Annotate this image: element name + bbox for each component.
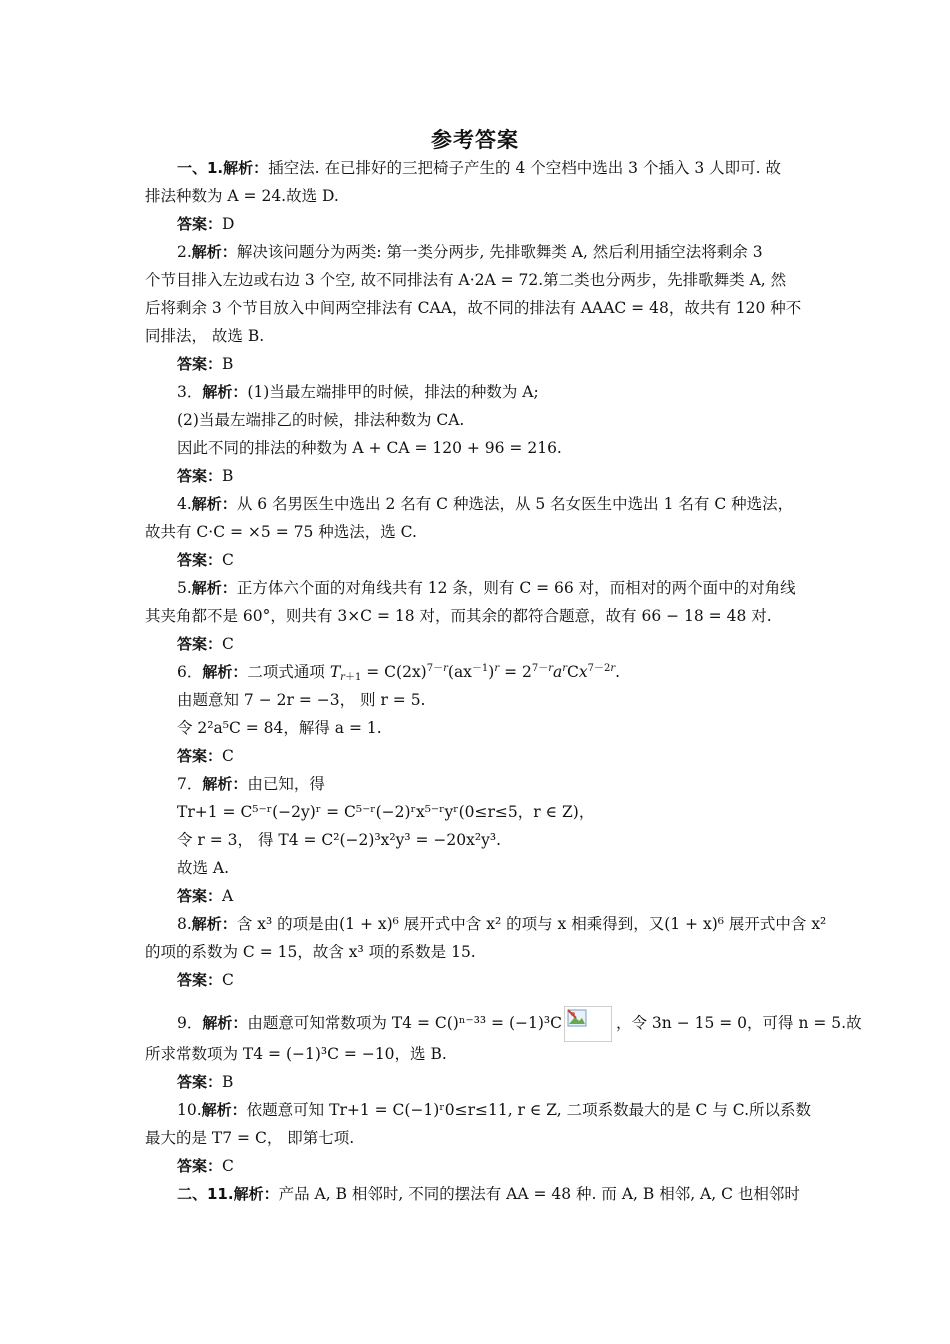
answer-label: 答案：	[177, 971, 223, 989]
analysis-label: 解析：	[191, 915, 237, 933]
q8-line-2: 的项的系数为 C = 15，故含 x³ 项的系数是 15.	[145, 943, 476, 961]
analysis-label: 解析：	[191, 243, 237, 261]
q7-number: 7．	[177, 775, 203, 793]
q8-answer-value: C	[222, 971, 234, 989]
q10-answer-value: C	[222, 1157, 234, 1175]
answer-label: 答案：	[177, 551, 223, 569]
q1-number: 一、1.	[177, 159, 224, 177]
q3-text: (1)当最左端排甲的时候，排法的种数为 A;	[247, 383, 539, 401]
q6-line-2: 由题意知 7 − 2r = −3， 则 r = 5.	[177, 691, 426, 709]
q5-answer	[177, 634, 234, 654]
q6-text-e: = 2	[499, 663, 532, 681]
q8-line-1	[177, 914, 826, 934]
q6-answer	[177, 746, 234, 766]
q7-line-2: Tr+1 = C⁵⁻ʳ(−2y)ʳ = C⁵⁻ʳ(−2)ʳx⁵⁻ʳyʳ(0≤r≤5，r ∈ Z)，	[177, 803, 595, 821]
q2-line-2: 个节目排入左边或右边 3 个空, 故不同排法有 A·2A = 72.第二类也分两步，先排歌舞类 A, 然	[145, 271, 787, 289]
q10-number: 10.	[177, 1101, 202, 1119]
q11-line-1	[177, 1184, 800, 1204]
q6-text-f: C	[567, 663, 579, 681]
analysis-label: 解析：	[223, 159, 269, 177]
q5-answer-value: C	[222, 635, 234, 653]
q3-number: 3．	[177, 383, 203, 401]
q6-line-3: 令 2²a⁵C = 84，解得 a = 1.	[177, 719, 382, 737]
answer-label: 答案：	[177, 215, 223, 233]
q9-number: 9．	[177, 1014, 203, 1032]
q1-answer-value: D	[222, 215, 235, 233]
analysis-label: 解析：	[191, 579, 237, 597]
q4-line-1	[177, 494, 793, 514]
q6-text-d: )	[488, 663, 495, 681]
q7-line-1	[177, 774, 325, 794]
q8-text: 含 x³ 的项是由(1 + x)⁶ 展开式中含 x² 的项与 x 相乘得到，又(1 + x)⁶ 展开式中含 x²	[236, 915, 827, 933]
q5-line-2: 其夹角都不是 60°，则共有 3×C = 18 对，而其余的都符合题意，故有 66 − 18 = 48 对.	[145, 607, 772, 625]
q7-answer-value: A	[222, 887, 234, 905]
q3-line-3: 因此不同的排法的种数为 A + CA = 120 + 96 = 216.	[177, 439, 562, 457]
q11-number: 二、11.	[177, 1185, 234, 1203]
q2-number: 2.	[177, 243, 192, 261]
q4-number: 4.	[177, 495, 192, 513]
q2-answer	[177, 354, 233, 374]
answer-label: 答案：	[177, 887, 223, 905]
q2-line-1	[177, 242, 763, 262]
answer-label: 答案：	[177, 467, 223, 485]
q9-text-b: ，令 3n − 15 = 0，可得 n = 5.故	[616, 1014, 862, 1032]
q9-answer	[177, 1072, 233, 1092]
q5-number: 5.	[177, 579, 192, 597]
q8-answer	[177, 970, 234, 990]
page-title: 参考答案	[431, 127, 519, 152]
q1-line-2: 排法种数为 A = 24.故选 D.	[145, 187, 339, 205]
answer-label: 答案：	[177, 747, 223, 765]
q7-line-3: 令 r = 3， 得 T4 = C²(−2)³x²y³ = −20x²y³.	[177, 831, 501, 849]
q6-text-b: = C(2x)	[361, 663, 427, 681]
q3-answer	[177, 466, 233, 486]
q2-line-4: 同排法， 故选 B.	[145, 327, 265, 345]
q1-text: 插空法. 在已排好的三把椅子产生的 4 个空档中选出 3 个插入 3 人即可. 故	[268, 159, 782, 177]
broken-image-icon	[564, 1006, 612, 1042]
q9-text-a: 由题意可知常数项为 T4 = C()ⁿ⁻³³ = (−1)³C	[247, 1014, 562, 1032]
q1-line-1	[177, 158, 781, 178]
q10-answer	[177, 1156, 234, 1176]
q3-answer-value: B	[222, 467, 234, 485]
q10-line-1	[177, 1100, 811, 1120]
q6-text-c: (ax	[447, 663, 472, 681]
analysis-label: 解析：	[202, 663, 248, 681]
q3-line-1	[177, 382, 539, 402]
q5-line-1	[177, 578, 796, 598]
q3-line-2: (2)当最左端排乙的时候，排法种数为 CA.	[177, 411, 465, 429]
answer-label: 答案：	[177, 355, 223, 373]
q6-number: 6．	[177, 663, 203, 681]
answer-label: 答案：	[177, 635, 223, 653]
q9-line-1	[177, 1004, 862, 1042]
q4-answer	[177, 550, 234, 570]
q4-answer-value: C	[222, 551, 234, 569]
q2-text: 解决该问题分为两类: 第一类分两步, 先排歌舞类 A, 然后利用插空法将剩余 3	[236, 243, 763, 261]
q9-answer-value: B	[222, 1073, 234, 1091]
q2-line-3: 后将剩余 3 个节目放入中间两空排法有 CAA，故不同的排法有 AAAC = 48，故共有 120 种不	[145, 299, 802, 317]
analysis-label: 解析：	[202, 1014, 248, 1032]
q6-answer-value: C	[222, 747, 234, 765]
answer-label: 答案：	[177, 1157, 223, 1175]
q7-answer	[177, 886, 233, 906]
answer-label: 答案：	[177, 1073, 223, 1091]
analysis-label: 解析：	[201, 1101, 247, 1119]
q8-number: 8.	[177, 915, 192, 933]
analysis-label: 解析：	[191, 495, 237, 513]
q10-line-2: 最大的是 T7 = C， 即第七项.	[145, 1129, 355, 1147]
analysis-label: 解析：	[202, 383, 248, 401]
q4-text: 从 6 名男医生中选出 2 名有 C 种选法，从 5 名女医生中选出 1 名有 C 种选法，	[236, 495, 794, 513]
q5-text: 正方体六个面的对角线共有 12 条，则有 C = 66 对，而相对的两个面中的对角线	[236, 579, 796, 597]
q10-text: 依题意可知 Tr+1 = C(−1)ʳ0≤r≤11, r ∈ Z, 二项系数最大的是 C 与 C.所以系数	[246, 1101, 812, 1119]
q6-text-a: 二项式通项	[247, 663, 330, 681]
q6-line-1: 6．解析：二项式通项 $T_{r+1} = C(2x)^{7-r}(ax^{-1})^r = 2^{7-r}a^rCx^{7-2r}$.	[177, 663, 621, 683]
q7-text: 由已知，得	[247, 775, 325, 793]
analysis-label: 解析：	[202, 775, 248, 793]
q2-answer-value: B	[222, 355, 234, 373]
analysis-label: 解析：	[233, 1185, 279, 1203]
q4-line-2: 故共有 C·C = ×5 = 75 种选法，选 C.	[145, 523, 417, 541]
q9-line-2: 所求常数项为 T4 = (−1)³C = −10，选 B.	[145, 1045, 447, 1063]
q1-answer	[177, 214, 234, 234]
q11-text: 产品 A, B 相邻时, 不同的摆法有 AA = 48 种. 而 A, B 相邻, A, C 也相邻时	[278, 1185, 800, 1203]
q7-line-4: 故选 A.	[177, 859, 230, 877]
